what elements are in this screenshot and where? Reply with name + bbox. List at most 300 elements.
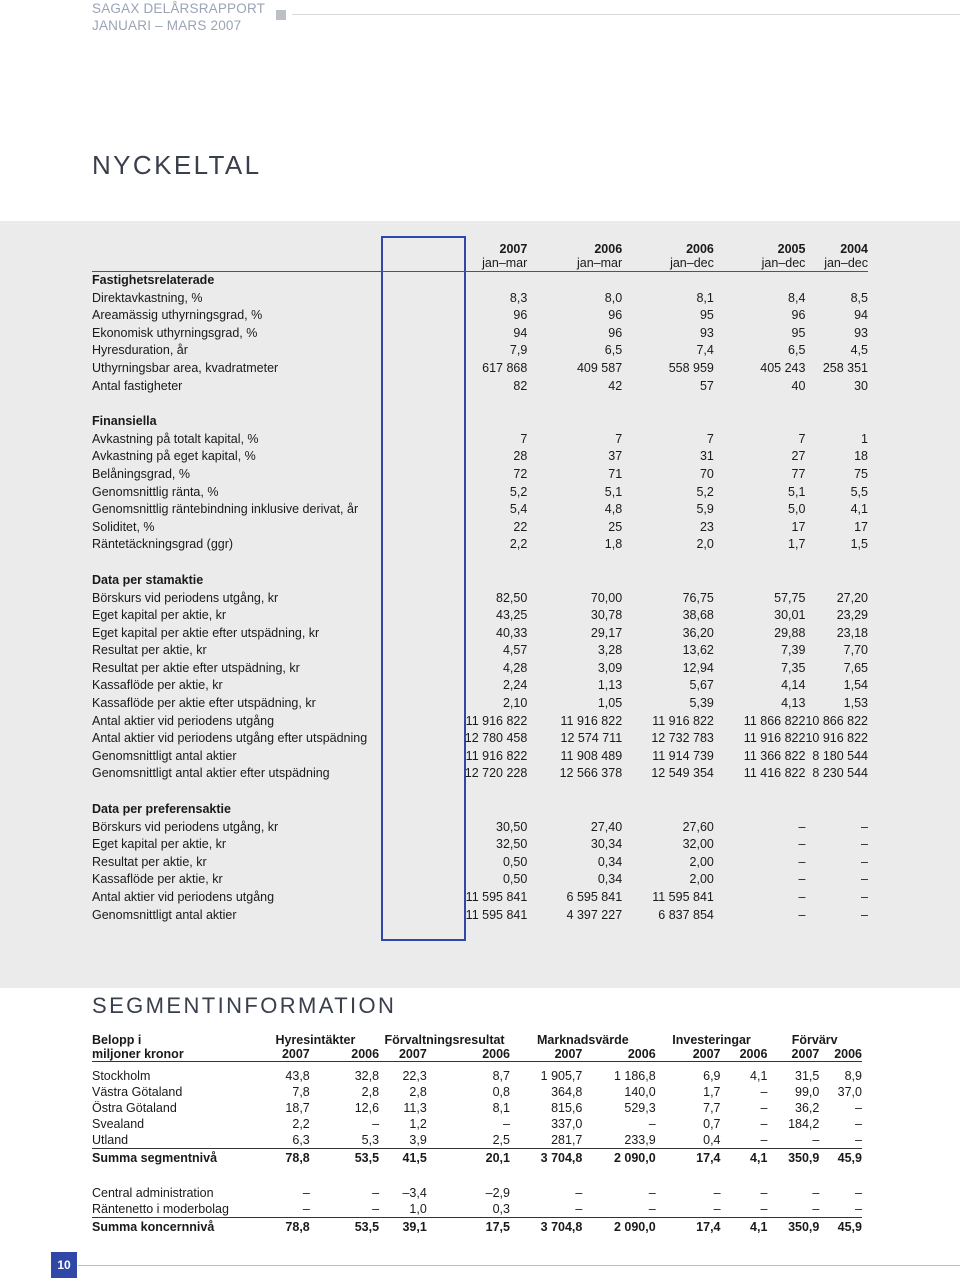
cell-value: –: [713, 1186, 721, 1200]
cell-value: 1: [861, 431, 868, 446]
table-row: [92, 889, 868, 907]
cell-value: 11 916 822: [465, 748, 528, 763]
cell-value: –: [760, 1186, 768, 1200]
cell-value: –: [861, 872, 868, 887]
cell-value: –: [302, 1202, 310, 1216]
cell-value: 1,54: [843, 678, 868, 693]
cell-value: 25: [608, 519, 623, 534]
cell-value: 11 916 822: [652, 713, 714, 728]
table-row: [92, 1084, 862, 1100]
table-row: [92, 713, 868, 731]
cell-value: 77: [791, 466, 806, 481]
cell-value: 364,8: [551, 1085, 583, 1099]
cell-value: 32,50: [496, 837, 528, 852]
cell-value: 7,4: [696, 343, 714, 358]
sum-row-group: [92, 1218, 862, 1237]
cell-value: 3 704,8: [510, 1149, 582, 1168]
cell-value: 4,1: [721, 1218, 768, 1237]
year-header: 2007: [252, 1047, 310, 1062]
cell-value: 57,75: [774, 590, 806, 605]
cell-value: 2,0: [696, 537, 714, 552]
cell-value: 8,7: [492, 1069, 510, 1083]
table-row: [92, 1116, 862, 1132]
kpi-table: [92, 243, 868, 924]
cell-value: 30: [854, 378, 868, 393]
row-label: Östra Götaland: [92, 1101, 177, 1115]
cell-value: 94: [513, 325, 528, 340]
cell-value: 40: [791, 378, 806, 393]
cell-value: 6,3: [292, 1133, 310, 1147]
table-row: [92, 1068, 862, 1084]
year-header: 2006: [427, 1047, 510, 1062]
cell-value: –: [302, 1186, 310, 1200]
column-year: 2004: [840, 242, 868, 256]
cell-value: –: [855, 1117, 862, 1131]
row-label: Antal fastigheter: [92, 378, 183, 393]
table-row: [92, 1185, 862, 1201]
cell-value: 45,9: [819, 1218, 862, 1237]
cell-value: –: [861, 890, 868, 904]
year-header: 2007: [510, 1047, 582, 1062]
cell-value: 140,0: [624, 1085, 656, 1099]
cell-value: 2 090,0: [582, 1218, 655, 1237]
year-header: 2007: [767, 1047, 819, 1062]
row-label: Eget kapital per aktie, kr: [92, 608, 227, 623]
cell-value: 27: [791, 449, 806, 464]
cell-value: 3 704,8: [510, 1218, 582, 1237]
cell-value: 45,9: [819, 1149, 862, 1168]
column-year: 2006: [594, 242, 623, 256]
cell-value: –: [798, 854, 806, 869]
cell-value: –: [760, 1085, 768, 1099]
row-label: Antal aktier vid periodens utgång: [92, 713, 275, 728]
cell-value: 8 180 544: [812, 748, 868, 763]
table-row: [92, 590, 868, 608]
cell-value: 1,8: [604, 537, 623, 552]
cell-value: 0,4: [703, 1133, 721, 1147]
segment-header-groups: [92, 1033, 862, 1047]
section-spacer: [92, 395, 868, 413]
cell-value: 10 866 822: [805, 713, 868, 728]
cell-value: 12,94: [682, 660, 714, 675]
cell-value: 4,14: [781, 678, 806, 693]
cell-value: 10 916 822: [805, 731, 868, 746]
row-label: Svealand: [92, 1117, 145, 1131]
row-spacer: [92, 1167, 862, 1185]
cell-value: 7,39: [781, 643, 806, 658]
cell-value: 1 186,8: [613, 1069, 656, 1083]
segment-header-years: [92, 1047, 862, 1062]
cell-value: 37,0: [837, 1085, 862, 1099]
cell-value: 96: [608, 325, 623, 340]
cell-value: 350,9: [767, 1218, 819, 1237]
row-label: Eget kapital per aktie efter utspädning, kr: [92, 625, 320, 640]
cell-value: 1,2: [409, 1117, 427, 1131]
cell-value: 1,0: [409, 1202, 427, 1216]
cell-value: 40,33: [496, 625, 528, 640]
cell-value: 7,8: [292, 1085, 310, 1099]
cell-value: 7,9: [509, 343, 528, 358]
cell-value: 12 720 228: [464, 766, 528, 781]
header-square-decoration: [276, 10, 286, 20]
cell-value: 7,7: [703, 1101, 721, 1115]
cell-value: 93: [699, 325, 714, 340]
cell-value: 11 595 841: [465, 907, 528, 922]
cell-value: 96: [791, 308, 806, 323]
row-label: Börskurs vid periodens utgång, kr: [92, 819, 279, 834]
cell-value: 53,5: [310, 1218, 379, 1237]
column-period: jan–dec: [714, 256, 806, 272]
cell-value: –3,4: [402, 1186, 427, 1200]
section-title: Finansiella: [92, 414, 157, 429]
row-label: Belåningsgrad, %: [92, 466, 190, 481]
table-row: [92, 1100, 862, 1116]
cell-value: 5,39: [689, 696, 714, 711]
cell-value: 95: [791, 325, 806, 340]
cell-value: 23,29: [836, 608, 868, 623]
group-header: Förvärv: [791, 1033, 838, 1047]
cell-value: 96: [513, 308, 528, 323]
cell-value: –: [648, 1117, 656, 1131]
cell-value: 6,5: [604, 343, 623, 358]
group-header: Förvaltningsresultat: [384, 1033, 505, 1047]
row-label: Genomsnittlig räntebindning inklusive derivat, år: [92, 502, 359, 517]
cell-value: 42: [608, 378, 623, 393]
cell-value: 22: [513, 519, 528, 534]
cell-value: –: [798, 907, 806, 922]
cell-value: –: [503, 1117, 510, 1131]
table-row: [92, 730, 868, 748]
cell-value: 7: [798, 431, 806, 446]
table-row: [92, 325, 868, 343]
row-label: Avkastning på totalt kapital, %: [92, 431, 259, 446]
row-label: Avkastning på eget kapital, %: [92, 449, 256, 464]
cell-value: 23: [699, 519, 714, 534]
cell-value: 11,3: [403, 1101, 427, 1115]
cell-value: 99,0: [795, 1085, 820, 1099]
cell-value: 32,00: [682, 837, 714, 852]
cell-value: 1 905,7: [540, 1069, 583, 1083]
amount-unit-label: miljoner kronor: [92, 1047, 252, 1062]
cell-value: 30,01: [774, 608, 806, 623]
cell-value: 233,9: [624, 1133, 656, 1147]
cell-value: 0,34: [597, 872, 623, 887]
sum-row-segment: [92, 1149, 862, 1168]
cell-value: 11 916 822: [560, 713, 623, 728]
cell-value: 337,0: [551, 1117, 583, 1131]
cell-value: 27,20: [836, 590, 868, 605]
cell-value: 38,68: [682, 608, 714, 623]
footer-rule: [78, 1265, 960, 1266]
table-row: [92, 342, 868, 360]
cell-value: –: [798, 819, 806, 834]
table-row: [92, 484, 868, 502]
table-row: [92, 536, 868, 554]
cell-value: 0,3: [492, 1202, 510, 1216]
column-year: 2006: [686, 242, 714, 256]
cell-value: 11 595 841: [652, 890, 714, 904]
cell-value: 4,28: [502, 660, 528, 675]
cell-value: 0,50: [502, 854, 528, 869]
cell-value: –: [648, 1202, 656, 1216]
cell-value: 8,4: [788, 290, 806, 305]
year-header: 2006: [721, 1047, 768, 1062]
cell-value: 5,4: [509, 502, 528, 517]
cell-value: 82: [513, 378, 528, 393]
cell-value: 0,50: [502, 872, 528, 887]
cell-value: –2,9: [485, 1186, 510, 1200]
cell-value: 1,7: [703, 1085, 721, 1099]
cell-value: –: [812, 1186, 820, 1200]
cell-value: 30,34: [590, 837, 623, 852]
cell-value: 18: [854, 449, 868, 464]
cell-value: 7: [615, 431, 623, 446]
cell-value: 7,70: [843, 643, 868, 658]
cell-value: 1,53: [843, 696, 868, 711]
table-row: [92, 695, 868, 713]
cell-value: 8,1: [492, 1101, 510, 1115]
cell-value: –: [798, 872, 806, 887]
column-period: jan–dec: [805, 256, 868, 272]
cell-value: 4,1: [721, 1149, 768, 1168]
cell-value: 3,9: [409, 1133, 427, 1147]
cell-value: 11 595 841: [465, 890, 528, 904]
cell-value: 20,1: [427, 1149, 510, 1168]
table-row: [92, 431, 868, 449]
cell-value: 22,3: [402, 1069, 427, 1083]
cell-value: 6,5: [788, 343, 806, 358]
year-header: 2007: [379, 1047, 427, 1062]
table-row: [92, 378, 868, 396]
cell-value: 2,2: [292, 1117, 310, 1131]
row-label: Kassaflöde per aktie efter utspädning, kr: [92, 696, 316, 711]
cell-value: 43,25: [496, 608, 528, 623]
cell-value: 2,10: [502, 696, 528, 711]
row-label: Stockholm: [92, 1069, 151, 1083]
group-header: Investeringar: [672, 1033, 751, 1047]
cell-value: 43,8: [285, 1069, 310, 1083]
group-header: Marknadsvärde: [536, 1033, 629, 1047]
cell-value: 558 959: [668, 360, 714, 375]
cell-value: 53,5: [310, 1149, 379, 1168]
cell-value: 37: [608, 449, 623, 464]
row-label: Genomsnittligt antal aktier efter utspädning: [92, 766, 330, 781]
cell-value: 2,2: [509, 537, 528, 552]
table-row: [92, 642, 868, 660]
row-label: Genomsnittlig ränta, %: [92, 484, 219, 499]
row-label: Direktavkastning, %: [92, 290, 203, 305]
cell-value: 11 916 822: [465, 713, 528, 728]
cell-value: 17: [854, 519, 868, 534]
row-label: Summa koncernnivå: [92, 1218, 252, 1237]
cell-value: –: [861, 819, 868, 834]
header-rule: [292, 14, 960, 15]
cell-value: 75: [854, 466, 868, 481]
row-label: Västra Götaland: [92, 1085, 183, 1099]
section-title: Fastighetsrelaterade: [92, 273, 215, 287]
row-label: Antal aktier vid periodens utgång efter utspädning: [92, 731, 368, 746]
cell-value: 11 914 739: [652, 748, 714, 763]
cell-value: 31: [699, 449, 714, 464]
section-spacer: [92, 783, 868, 801]
cell-value: –: [855, 1186, 862, 1200]
table-row: [92, 1201, 862, 1218]
cell-value: 350,9: [767, 1149, 819, 1168]
table-row: [92, 819, 868, 837]
cell-value: 184,2: [788, 1117, 820, 1131]
page-number: 10: [51, 1252, 77, 1278]
cell-value: –: [812, 1202, 820, 1216]
table-row: [92, 607, 868, 625]
cell-value: 93: [854, 325, 868, 340]
cell-value: 11 416 822: [743, 766, 806, 781]
cell-value: 71: [608, 466, 623, 481]
section-title: Data per stamaktie: [92, 572, 204, 587]
cell-value: 12,6: [354, 1101, 380, 1115]
cell-value: 4,1: [850, 502, 868, 517]
cell-value: 29,17: [590, 625, 623, 640]
cell-value: 11 866 822: [743, 713, 806, 728]
cell-value: 2 090,0: [582, 1149, 655, 1168]
segment-title: SEGMENTINFORMATION: [92, 993, 397, 1018]
cell-value: –: [855, 1202, 862, 1216]
section-spacer: [92, 554, 868, 572]
cell-value: 1,05: [597, 696, 623, 711]
table-row: [92, 854, 868, 872]
cell-value: 4,57: [502, 643, 528, 658]
group-header: Hyresintäkter: [275, 1033, 356, 1047]
cell-value: 27,60: [682, 819, 714, 834]
row-label: Eget kapital per aktie, kr: [92, 837, 227, 852]
cell-value: 8,3: [509, 290, 528, 305]
row-label: Räntetäckningsgrad (ggr): [92, 537, 234, 552]
cell-value: 70,00: [590, 590, 623, 605]
cell-value: 529,3: [624, 1101, 656, 1115]
table-row: [92, 448, 868, 466]
cell-value: –: [372, 1186, 380, 1200]
cell-value: 76,75: [682, 590, 714, 605]
row-label: Antal aktier vid periodens utgång: [92, 890, 275, 904]
cell-value: 8,9: [844, 1069, 862, 1083]
cell-value: 8,1: [696, 290, 714, 305]
cell-value: 12 566 378: [559, 766, 623, 781]
table-row: [92, 466, 868, 484]
row-label: Genomsnittligt antal aktier: [92, 907, 237, 922]
report-header: [92, 0, 265, 34]
cell-value: –: [760, 1133, 768, 1147]
row-label: Resultat per aktie, kr: [92, 643, 207, 658]
cell-value: 70: [699, 466, 714, 481]
cell-value: –: [855, 1133, 862, 1147]
row-label: Hyresduration, år: [92, 343, 188, 358]
cell-value: –: [760, 1101, 768, 1115]
cell-value: 258 351: [822, 360, 868, 375]
cell-value: 41,5: [379, 1149, 427, 1168]
table-row: [92, 290, 868, 308]
cell-value: 4,1: [750, 1069, 768, 1083]
cell-value: –: [372, 1202, 380, 1216]
amount-unit-label: Belopp i: [92, 1033, 142, 1047]
cell-value: 5,5: [850, 484, 868, 499]
cell-value: 815,6: [551, 1101, 583, 1115]
cell-value: –: [812, 1133, 820, 1147]
cell-value: –: [861, 907, 868, 922]
cell-value: –: [575, 1186, 583, 1200]
cell-value: 6 595 841: [566, 890, 623, 904]
cell-value: 78,8: [252, 1149, 310, 1168]
section-title-row: [92, 801, 868, 819]
cell-value: 30,78: [590, 608, 623, 623]
cell-value: 11 366 822: [743, 748, 806, 763]
table-row: [92, 907, 868, 925]
row-label: Börskurs vid periodens utgång, kr: [92, 590, 279, 605]
cell-value: 11 916 822: [743, 731, 806, 746]
cell-value: 6,9: [703, 1069, 721, 1083]
cell-value: 7,65: [843, 660, 868, 675]
cell-value: 1,5: [850, 537, 868, 552]
cell-value: 13,62: [682, 643, 714, 658]
cell-value: 95: [699, 308, 714, 323]
row-label: Utland: [92, 1133, 129, 1147]
cell-value: 1,13: [597, 678, 623, 693]
cell-value: 8,5: [850, 290, 868, 305]
cell-value: 82,50: [496, 590, 528, 605]
cell-value: –: [372, 1117, 380, 1131]
cell-value: 78,8: [252, 1218, 310, 1237]
cell-value: 2,8: [409, 1085, 427, 1099]
cell-value: 5,1: [788, 484, 806, 499]
kpi-title: NYCKELTAL: [92, 150, 262, 180]
section-title: Data per preferensaktie: [92, 802, 231, 817]
cell-value: –: [798, 890, 806, 904]
row-label: Räntenetto i moderbolag: [92, 1202, 229, 1216]
cell-value: 8 230 544: [812, 766, 868, 781]
report-name: SAGAX DELÅRSRAPPORT: [92, 1, 266, 16]
table-row: [92, 836, 868, 854]
cell-value: –: [798, 837, 806, 852]
table-row: [92, 660, 868, 678]
row-label: Uthyrningsbar area, kvadratmeter: [92, 360, 279, 375]
cell-value: 12 549 354: [651, 766, 714, 781]
row-label: Resultat per aktie, kr: [92, 854, 207, 869]
cell-value: 5,2: [509, 484, 528, 499]
cell-value: 12 780 458: [464, 731, 528, 746]
cell-value: 0,7: [703, 1117, 721, 1131]
segment-table: [92, 1033, 862, 1236]
cell-value: 3,28: [597, 643, 623, 658]
row-label: Ekonomisk uthyrningsgrad, %: [92, 325, 258, 340]
cell-value: 4,8: [604, 502, 623, 517]
cell-value: 27,40: [590, 819, 623, 834]
row-label: Soliditet, %: [92, 519, 155, 534]
cell-value: –: [855, 1101, 862, 1115]
cell-value: 4,5: [850, 343, 868, 358]
table-row: [92, 360, 868, 378]
column-period: jan–dec: [622, 256, 714, 272]
cell-value: 2,24: [502, 678, 528, 693]
cell-value: 5,0: [788, 502, 806, 517]
column-year: 2007: [499, 242, 528, 256]
cell-value: 96: [608, 308, 623, 323]
cell-value: 32,8: [354, 1069, 380, 1083]
cell-value: 30,50: [496, 819, 528, 834]
year-header: 2006: [819, 1047, 862, 1062]
cell-value: 4 397 227: [566, 907, 623, 922]
table-row: [92, 519, 868, 537]
cell-value: 39,1: [379, 1218, 427, 1237]
cell-value: 5,3: [361, 1133, 380, 1147]
section-title-row: [92, 272, 868, 290]
